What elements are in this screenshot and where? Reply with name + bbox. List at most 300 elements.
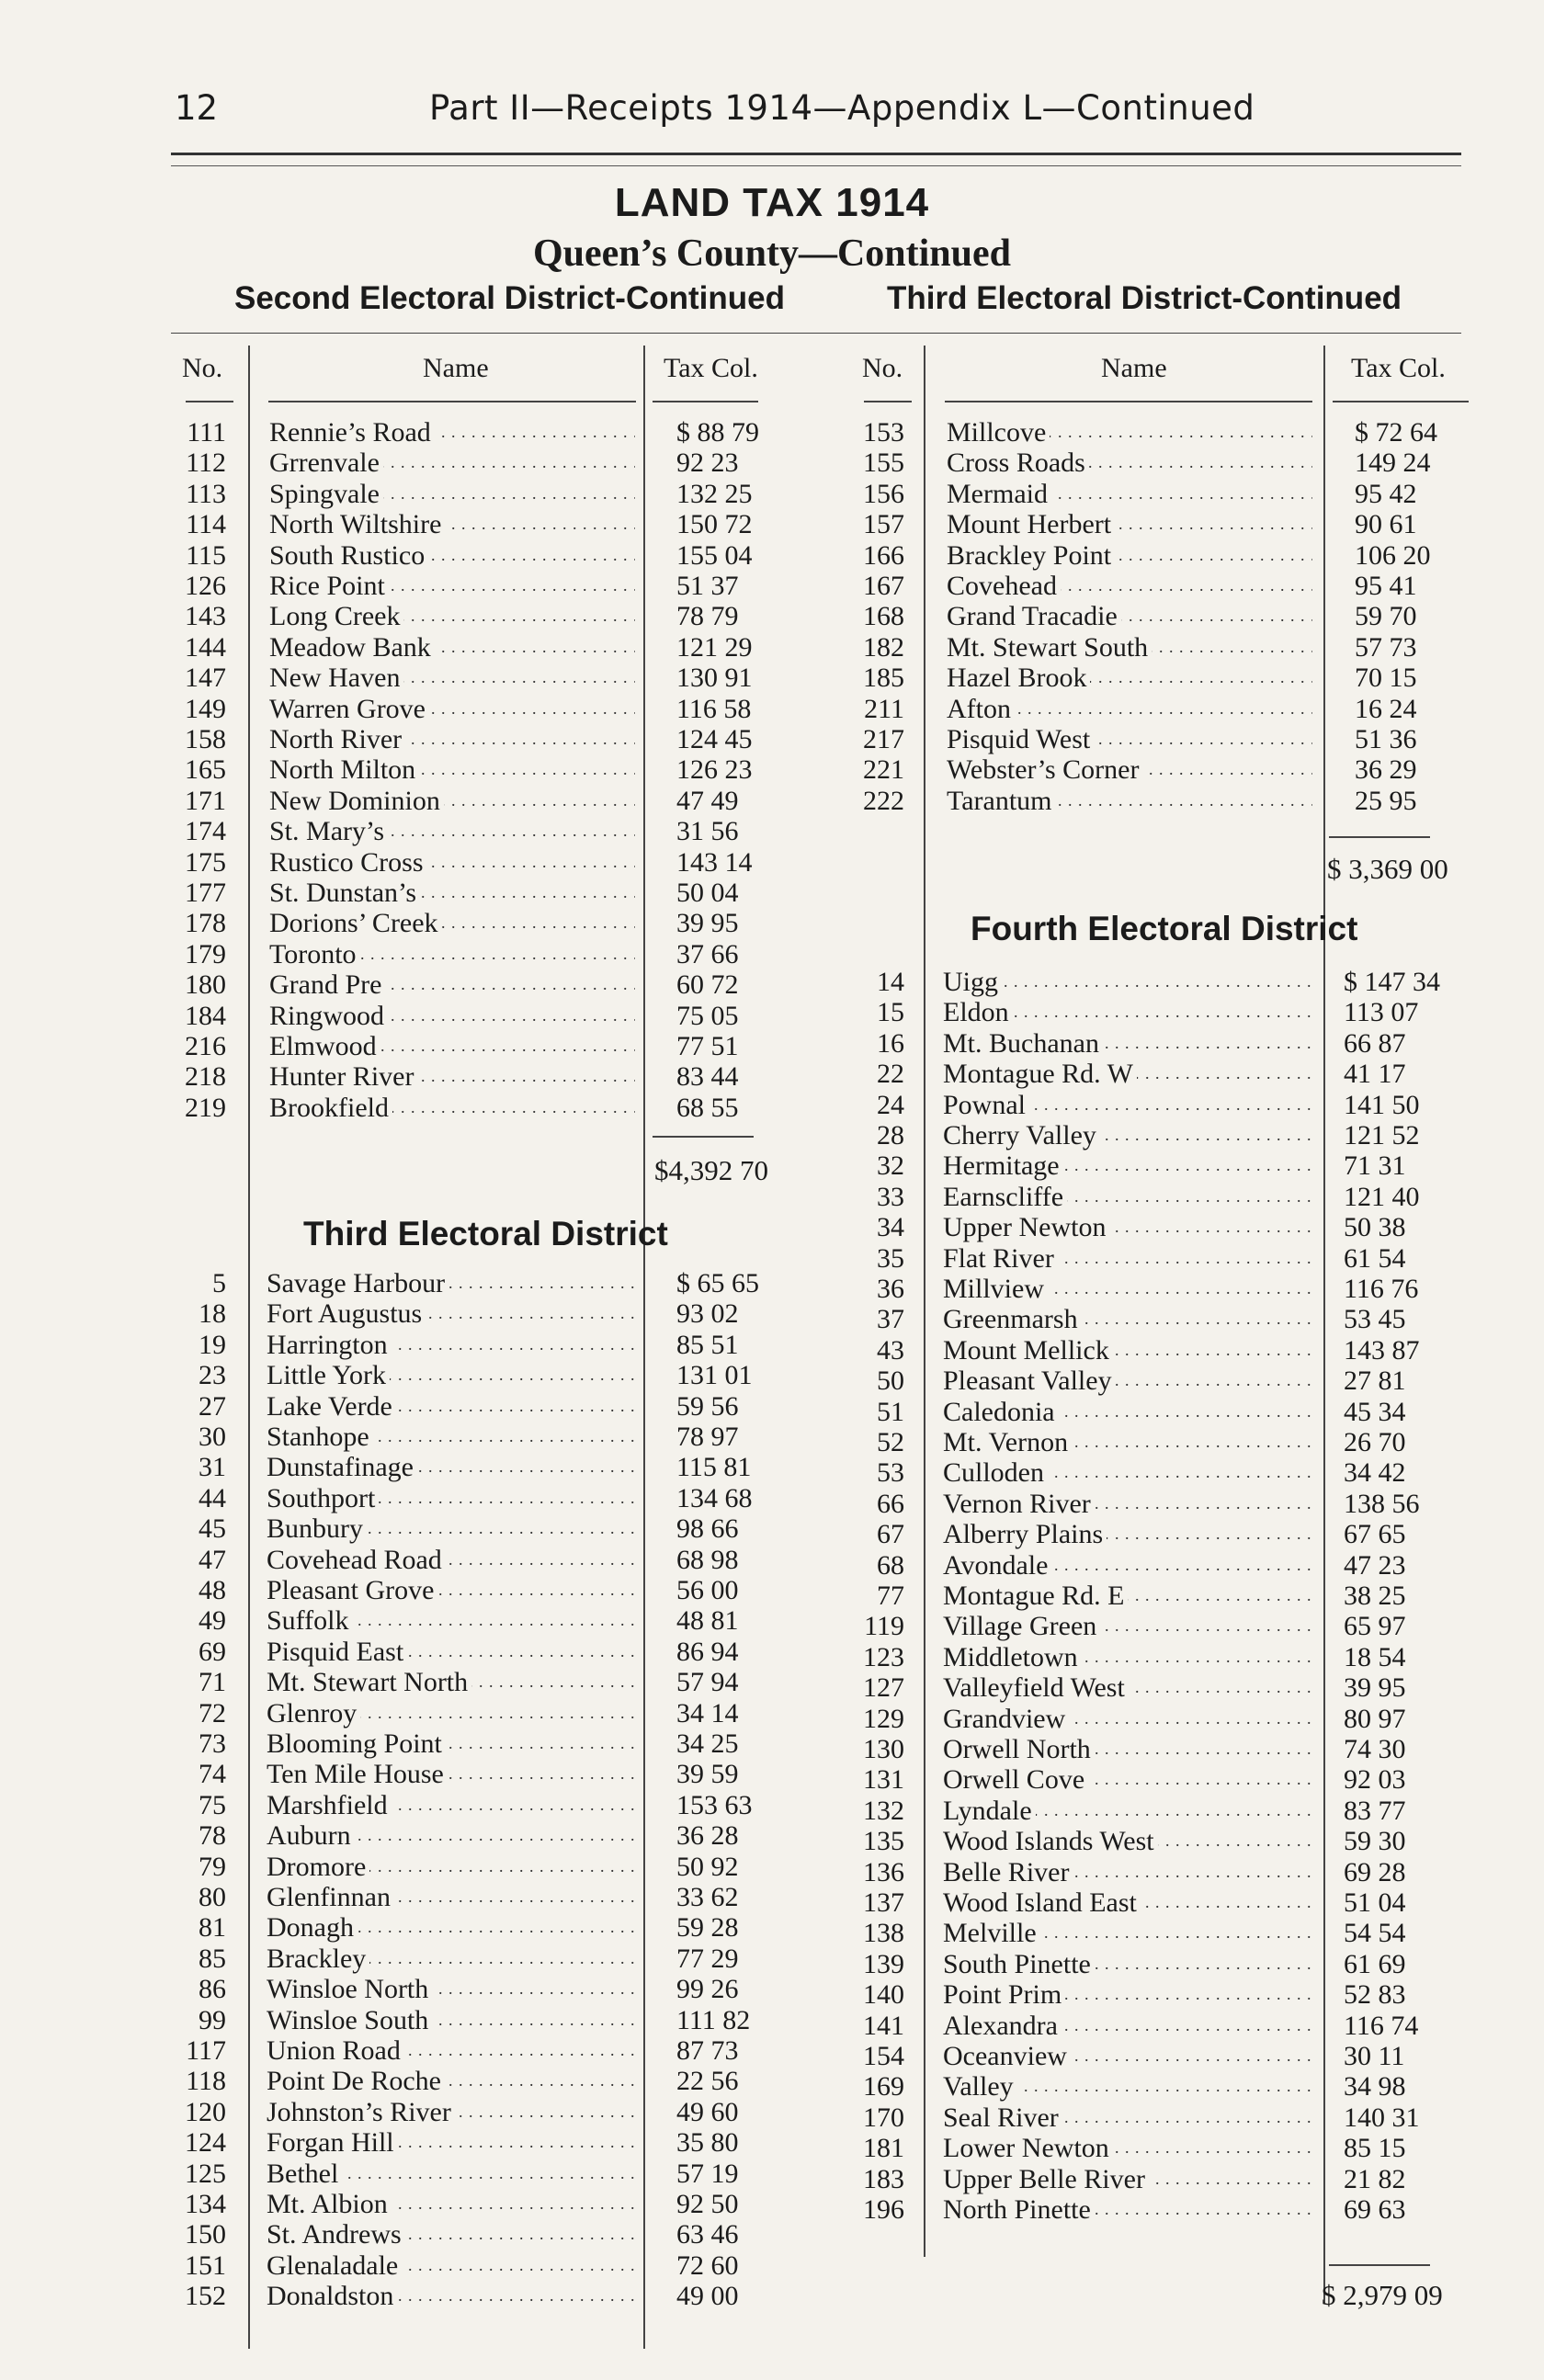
row-tax: 50 38 bbox=[1344, 1212, 1406, 1243]
col-header-no-left: No. bbox=[182, 353, 223, 383]
row-name-text: Upper Newton bbox=[943, 1212, 1109, 1242]
row-name-text: Earnscliffe bbox=[943, 1182, 1067, 1212]
row-name bbox=[947, 540, 1312, 571]
row-number: 151 bbox=[185, 2250, 226, 2281]
row-tax: 65 97 bbox=[1344, 1611, 1406, 1642]
row-name bbox=[947, 663, 1312, 693]
row-tax: 113 07 bbox=[1344, 997, 1419, 1028]
row-name bbox=[947, 448, 1312, 478]
row-name-text: Rice Point bbox=[269, 571, 389, 601]
row-tax: 39 59 bbox=[676, 1759, 739, 1790]
row-number: 73 bbox=[199, 1728, 226, 1759]
row-name-text: Bethel bbox=[267, 2159, 342, 2189]
table-row bbox=[0, 601, 1544, 631]
row-tax: 41 17 bbox=[1344, 1059, 1406, 1090]
row-number: 154 bbox=[863, 2041, 904, 2071]
header-underline bbox=[1333, 401, 1469, 402]
row-tax: 138 56 bbox=[1344, 1488, 1420, 1519]
header-underline bbox=[186, 401, 233, 402]
row-name-text: Greenmarsh bbox=[943, 1304, 1082, 1334]
county-title: Queen’s County—Continued bbox=[532, 232, 1012, 275]
table-row bbox=[0, 1243, 1544, 1274]
row-name-text: North Milton bbox=[269, 754, 419, 785]
row-tax: 35 80 bbox=[676, 2127, 739, 2159]
row-number: 217 bbox=[863, 724, 904, 754]
row-tax: 57 19 bbox=[676, 2158, 739, 2189]
row-tax: 36 29 bbox=[1355, 754, 1417, 786]
row-number: 216 bbox=[185, 1031, 226, 1061]
row-tax: 34 42 bbox=[1344, 1457, 1406, 1489]
row-tax: 47 49 bbox=[676, 785, 739, 816]
row-name bbox=[943, 1734, 1312, 1764]
row-name-text: St. Dunstan’s bbox=[269, 878, 420, 908]
row-name-text: Grand Tracadie bbox=[947, 601, 1121, 631]
row-tax: 124 45 bbox=[676, 724, 753, 754]
row-number: 33 bbox=[877, 1181, 904, 1212]
row-name bbox=[943, 1672, 1312, 1703]
table-row bbox=[0, 997, 1544, 1027]
row-tax: 75 05 bbox=[676, 1000, 739, 1031]
row-number: 45 bbox=[199, 1513, 226, 1545]
row-tax: 132 25 bbox=[676, 478, 753, 509]
table-row bbox=[0, 878, 1544, 908]
row-tax: 70 15 bbox=[1355, 663, 1417, 694]
fourth-district-title: Fourth Electoral District bbox=[971, 910, 1358, 947]
row-name bbox=[947, 509, 1312, 539]
row-name-text: Webster’s Corner bbox=[947, 754, 1142, 785]
row-name-text: Flat River bbox=[943, 1243, 1058, 1274]
row-tax: 50 92 bbox=[676, 1851, 739, 1882]
row-name-text: Meadow Bank bbox=[269, 632, 435, 663]
row-number: 120 bbox=[185, 2096, 226, 2127]
row-name bbox=[269, 816, 635, 846]
row-number: 137 bbox=[863, 1887, 904, 1918]
table-row bbox=[0, 663, 1544, 693]
row-name-text: Pisquid East bbox=[267, 1637, 407, 1667]
row-name-text: Mt. Albion bbox=[267, 2189, 392, 2219]
row-number: 183 bbox=[863, 2163, 904, 2194]
row-name-text: Belle River bbox=[943, 1857, 1073, 1887]
row-tax: 57 94 bbox=[676, 1667, 739, 1698]
row-name bbox=[943, 1304, 1312, 1334]
row-name-text: Middletown bbox=[943, 1642, 1082, 1672]
table-row bbox=[0, 1090, 1544, 1120]
row-name-text: Dromore bbox=[267, 1852, 369, 1882]
row-number: 143 bbox=[185, 601, 226, 632]
row-tax: 77 51 bbox=[676, 1031, 739, 1061]
left-district-title: Second Electoral District-Continued bbox=[234, 280, 785, 316]
row-tax: 49 60 bbox=[676, 2096, 739, 2127]
row-name-text: Pisquid West bbox=[947, 724, 1094, 754]
row-name bbox=[943, 2011, 1312, 2041]
row-name bbox=[947, 479, 1312, 509]
row-number: 23 bbox=[199, 1360, 226, 1391]
row-number: 52 bbox=[877, 1427, 904, 1457]
row-number: 14 bbox=[877, 967, 904, 997]
row-name-text: Glenfinnan bbox=[267, 1882, 394, 1912]
row-number: 112 bbox=[186, 448, 226, 479]
row-tax: 98 66 bbox=[676, 1513, 739, 1545]
row-name-text: Afton bbox=[947, 694, 1015, 724]
row-tax: 130 91 bbox=[676, 663, 753, 694]
row-number: 15 bbox=[877, 997, 904, 1028]
row-name-text: Ringwood bbox=[269, 1001, 388, 1031]
row-name-text: St. Mary’s bbox=[269, 816, 388, 846]
table-row bbox=[0, 1457, 1544, 1488]
row-number: 179 bbox=[185, 938, 226, 969]
row-tax: $ 147 34 bbox=[1344, 967, 1440, 997]
row-tax: 143 87 bbox=[1344, 1334, 1420, 1366]
row-tax: $ 65 65 bbox=[676, 1268, 759, 1298]
row-number: 18 bbox=[199, 1298, 226, 1330]
table-row bbox=[0, 1150, 1544, 1181]
row-name bbox=[943, 2041, 1312, 2071]
table-row bbox=[0, 1734, 1544, 1764]
row-tax: 25 95 bbox=[1355, 785, 1417, 816]
header-rule-thin bbox=[171, 165, 1461, 166]
table-row bbox=[0, 2250, 1544, 2281]
row-number: 167 bbox=[863, 571, 904, 601]
row-tax: 134 68 bbox=[676, 1482, 753, 1513]
row-tax: 83 77 bbox=[1344, 1795, 1406, 1826]
row-name bbox=[943, 997, 1312, 1027]
row-name-text: Hermitage bbox=[943, 1150, 1063, 1181]
row-tax: 51 04 bbox=[1344, 1887, 1406, 1918]
row-name bbox=[943, 1150, 1312, 1181]
fourth-district-total: $ 2,979 09 bbox=[1322, 2279, 1443, 2311]
row-name-text: Point Prim bbox=[943, 1979, 1065, 2010]
row-name bbox=[269, 878, 635, 908]
row-name-text: Bunbury bbox=[267, 1513, 367, 1544]
row-name-text: Eldon bbox=[943, 997, 1013, 1027]
row-name bbox=[943, 1489, 1312, 1519]
table-row bbox=[0, 1887, 1544, 1918]
row-name-text: South Pinette bbox=[943, 1949, 1095, 1979]
row-tax: 143 14 bbox=[676, 846, 753, 878]
row-name bbox=[943, 1212, 1312, 1242]
table-row bbox=[0, 1642, 1544, 1672]
row-number: 178 bbox=[185, 908, 226, 939]
row-name-text: Donagh bbox=[267, 1912, 358, 1943]
row-name-text: North River bbox=[269, 724, 405, 754]
row-number: 31 bbox=[199, 1452, 226, 1483]
col-header-name-right: Name bbox=[1101, 353, 1167, 383]
row-name bbox=[947, 632, 1312, 663]
row-number: 177 bbox=[185, 878, 226, 908]
row-tax: 85 15 bbox=[1344, 2133, 1406, 2164]
total-rule bbox=[1329, 2264, 1430, 2266]
row-name-text: Upper Belle River bbox=[943, 2164, 1149, 2194]
row-name bbox=[943, 1918, 1312, 1948]
row-name-text: Donaldston bbox=[267, 2281, 397, 2311]
row-tax: 126 23 bbox=[676, 754, 753, 786]
row-number: 24 bbox=[877, 1089, 904, 1120]
row-tax: 92 23 bbox=[676, 448, 739, 479]
row-name-text: Johnston’s River bbox=[267, 2097, 455, 2127]
row-tax: 121 29 bbox=[676, 631, 753, 663]
row-number: 129 bbox=[863, 1703, 904, 1734]
row-name bbox=[943, 1949, 1312, 1979]
main-title: LAND TAX 1914 bbox=[614, 180, 930, 225]
table-row bbox=[0, 448, 1544, 478]
row-number: 125 bbox=[185, 2158, 226, 2189]
table-row bbox=[0, 1826, 1544, 1856]
row-name bbox=[269, 847, 635, 878]
row-tax: 80 97 bbox=[1344, 1703, 1406, 1734]
row-name-text: Millview bbox=[943, 1274, 1048, 1304]
row-number: 72 bbox=[199, 1697, 226, 1728]
page-header bbox=[175, 88, 1461, 134]
row-name-text: Pownal bbox=[943, 1090, 1029, 1120]
row-number: 19 bbox=[199, 1329, 226, 1360]
row-tax: 78 79 bbox=[676, 601, 739, 632]
row-number: 30 bbox=[199, 1422, 226, 1452]
row-name-text: Warren Grove bbox=[269, 694, 429, 724]
row-name-text: Grrenvale bbox=[269, 448, 383, 478]
row-name-text: Alexandra bbox=[943, 2011, 1062, 2041]
row-number: 157 bbox=[863, 509, 904, 540]
row-number: 136 bbox=[863, 1856, 904, 1887]
row-name bbox=[943, 1887, 1312, 1918]
row-name-text: Melville bbox=[943, 1918, 1040, 1948]
row-tax: 86 94 bbox=[676, 1636, 739, 1667]
row-tax: 53 45 bbox=[1344, 1304, 1406, 1335]
row-tax: 34 14 bbox=[676, 1697, 739, 1728]
row-name bbox=[269, 939, 635, 969]
row-name-text: Hunter River bbox=[269, 1061, 417, 1092]
row-name-text: Mt. Vernon bbox=[943, 1427, 1072, 1457]
table-row bbox=[0, 1796, 1544, 1826]
row-number: 140 bbox=[863, 1979, 904, 2011]
row-tax: 60 72 bbox=[676, 969, 739, 1001]
row-name-text: Rustico Cross bbox=[269, 847, 427, 878]
row-number: 134 bbox=[185, 2189, 226, 2219]
table-row bbox=[0, 1519, 1544, 1549]
row-number: 219 bbox=[185, 1092, 226, 1123]
row-name-text: Glenroy bbox=[267, 1698, 360, 1728]
row-number: 139 bbox=[863, 1948, 904, 1979]
row-number: 168 bbox=[863, 601, 904, 632]
row-name-text: Valleyfield West bbox=[943, 1672, 1129, 1703]
row-number: 180 bbox=[185, 969, 226, 1001]
row-number: 131 bbox=[863, 1764, 904, 1796]
header-underline bbox=[653, 401, 758, 402]
table-row bbox=[0, 1918, 1544, 1948]
table-row bbox=[0, 2194, 1544, 2225]
row-number: 68 bbox=[877, 1549, 904, 1581]
header-underline bbox=[864, 401, 912, 402]
table-row bbox=[0, 2011, 1544, 2041]
row-tax: 61 69 bbox=[1344, 1948, 1406, 1979]
row-tax: 51 37 bbox=[676, 571, 739, 601]
row-name bbox=[943, 2164, 1312, 2194]
row-tax: 95 41 bbox=[1355, 571, 1417, 601]
row-number: 130 bbox=[863, 1734, 904, 1764]
table-row bbox=[0, 1581, 1544, 1611]
row-tax: 78 97 bbox=[676, 1422, 739, 1452]
row-name-text: Mount Mellick bbox=[943, 1335, 1113, 1366]
row-tax: $ 88 79 bbox=[676, 417, 759, 448]
row-name-text: Millcove bbox=[947, 417, 1050, 448]
table-row bbox=[0, 1949, 1544, 1979]
header-underline bbox=[945, 401, 1312, 402]
row-name-text: Tarantum bbox=[947, 786, 1056, 816]
row-name-text: Avondale bbox=[943, 1550, 1051, 1581]
col-header-no-right: No. bbox=[862, 353, 903, 383]
row-name-text: Dunstafinage bbox=[267, 1452, 417, 1482]
row-number: 34 bbox=[877, 1212, 904, 1243]
row-name-text: Lyndale bbox=[943, 1796, 1036, 1826]
row-number: 182 bbox=[863, 631, 904, 663]
row-name-text: Cross Roads bbox=[947, 448, 1089, 478]
row-name bbox=[943, 1457, 1312, 1488]
table-row bbox=[0, 694, 1544, 724]
page-number: 12 bbox=[175, 88, 219, 128]
row-name-text: Point De Roche bbox=[267, 2066, 445, 2096]
row-name-text: Grandview bbox=[943, 1704, 1069, 1734]
row-number: 49 bbox=[199, 1605, 226, 1637]
row-name-text: Wood Islands West bbox=[943, 1826, 1158, 1856]
row-number: 113 bbox=[186, 478, 226, 509]
row-tax: 92 03 bbox=[1344, 1764, 1406, 1796]
row-tax: 93 02 bbox=[676, 1298, 739, 1330]
row-number: 114 bbox=[186, 509, 226, 540]
row-number: 79 bbox=[199, 1851, 226, 1882]
row-name bbox=[943, 1028, 1312, 1059]
row-number: 196 bbox=[863, 2194, 904, 2225]
table-row bbox=[0, 816, 1544, 846]
row-tax: 87 73 bbox=[676, 2035, 739, 2066]
row-number: 211 bbox=[864, 693, 904, 724]
row-tax: 50 04 bbox=[676, 878, 739, 908]
row-name-text: Little York bbox=[267, 1360, 390, 1390]
row-name-text: Valley bbox=[943, 2071, 1017, 2102]
row-number: 152 bbox=[185, 2281, 226, 2312]
row-tax: 51 36 bbox=[1355, 724, 1417, 754]
row-name bbox=[943, 1826, 1312, 1856]
row-number: 184 bbox=[185, 1000, 226, 1031]
row-name-text: Elmwood bbox=[269, 1031, 380, 1061]
right-district-title: Third Electoral District-Continued bbox=[887, 280, 1402, 316]
row-number: 158 bbox=[185, 724, 226, 754]
row-name-text: Mt. Stewart South bbox=[947, 632, 1152, 663]
row-name bbox=[943, 1243, 1312, 1274]
table-row bbox=[0, 1979, 1544, 2010]
row-tax: 39 95 bbox=[1344, 1672, 1406, 1704]
row-tax: 150 72 bbox=[676, 509, 753, 540]
table-row bbox=[0, 1366, 1544, 1396]
table-row bbox=[0, 1304, 1544, 1334]
row-name-text: Caledonia bbox=[943, 1397, 1059, 1427]
row-number: 132 bbox=[863, 1795, 904, 1826]
row-name-text: Glenaladale bbox=[267, 2250, 402, 2281]
table-row bbox=[0, 1550, 1544, 1581]
table-row bbox=[0, 1397, 1544, 1427]
row-number: 75 bbox=[199, 1789, 226, 1820]
row-name bbox=[943, 1182, 1312, 1212]
row-tax: 121 40 bbox=[1344, 1181, 1420, 1212]
row-number: 149 bbox=[185, 693, 226, 724]
row-name-text: Ten Mile House bbox=[267, 1759, 448, 1789]
row-name bbox=[943, 2071, 1312, 2102]
row-number: 43 bbox=[877, 1334, 904, 1366]
row-name-text: Savage Harbour bbox=[267, 1268, 448, 1298]
row-name-text: Covehead bbox=[947, 571, 1061, 601]
col-header-tax-right: Tax Col. bbox=[1351, 353, 1446, 383]
row-tax: 16 24 bbox=[1355, 693, 1417, 724]
row-tax: 57 73 bbox=[1355, 631, 1417, 663]
row-name-text: Uigg bbox=[943, 967, 1002, 997]
row-name bbox=[943, 1857, 1312, 1887]
table-row bbox=[0, 1427, 1544, 1457]
row-name bbox=[943, 1059, 1312, 1089]
row-tax: 52 83 bbox=[1344, 1979, 1406, 2011]
row-tax: $ 72 64 bbox=[1355, 417, 1437, 448]
row-number: 153 bbox=[863, 417, 904, 448]
table-row bbox=[0, 632, 1544, 663]
row-name-text: Forgan Hill bbox=[267, 2127, 398, 2158]
row-name bbox=[943, 1519, 1312, 1549]
row-name bbox=[943, 967, 1312, 997]
row-tax: 26 70 bbox=[1344, 1427, 1406, 1457]
table-row bbox=[0, 967, 1544, 997]
row-name-text: Orwell North bbox=[943, 1734, 1095, 1764]
row-name-text: Dorions’ Creek bbox=[269, 908, 442, 938]
row-name bbox=[267, 2250, 636, 2281]
row-tax: 85 51 bbox=[676, 1329, 739, 1360]
row-name-text: Suffolk bbox=[267, 1605, 352, 1636]
row-number: 69 bbox=[199, 1636, 226, 1667]
row-name-text: Pleasant Valley bbox=[943, 1366, 1116, 1396]
row-name-text: Covehead Road bbox=[267, 1545, 446, 1575]
row-tax: 90 61 bbox=[1355, 509, 1417, 540]
row-tax: 141 50 bbox=[1344, 1089, 1420, 1120]
row-number: 67 bbox=[877, 1519, 904, 1550]
row-number: 74 bbox=[199, 1759, 226, 1790]
row-name bbox=[943, 2194, 1312, 2225]
row-number: 174 bbox=[185, 816, 226, 847]
row-name-text: Oceanview bbox=[943, 2041, 1071, 2071]
table-row bbox=[0, 2102, 1544, 2133]
row-number: 124 bbox=[185, 2127, 226, 2159]
row-tax: 34 98 bbox=[1344, 2071, 1406, 2102]
row-number: 171 bbox=[185, 785, 226, 816]
row-number: 144 bbox=[185, 631, 226, 663]
row-number: 115 bbox=[186, 539, 226, 571]
row-name bbox=[943, 1796, 1312, 1826]
row-number: 37 bbox=[877, 1304, 904, 1335]
row-tax: 116 74 bbox=[1344, 2010, 1419, 2041]
row-tax: 74 30 bbox=[1344, 1734, 1406, 1764]
row-name-text: Rennie’s Road bbox=[269, 417, 435, 448]
row-name-text: Mermaid bbox=[947, 479, 1051, 509]
row-number: 181 bbox=[863, 2133, 904, 2164]
row-name-text: Montague Rd. W bbox=[943, 1059, 1137, 1089]
row-name-text: Long Creek bbox=[269, 601, 403, 631]
row-tax: 69 28 bbox=[1344, 1856, 1406, 1887]
row-name-text: Brackley bbox=[267, 1944, 369, 1974]
row-name bbox=[947, 754, 1312, 785]
table-row bbox=[0, 847, 1544, 878]
row-tax: 99 26 bbox=[676, 1974, 739, 2005]
second-district-total: $4,392 70 bbox=[654, 1154, 768, 1186]
row-name-text: Brackley Point bbox=[947, 540, 1115, 571]
row-tax: 48 81 bbox=[676, 1605, 739, 1637]
row-tax: 22 56 bbox=[676, 2066, 739, 2097]
row-tax: 116 76 bbox=[1344, 1274, 1419, 1304]
row-number: 36 bbox=[877, 1274, 904, 1304]
row-tax: 18 54 bbox=[1344, 1641, 1406, 1672]
